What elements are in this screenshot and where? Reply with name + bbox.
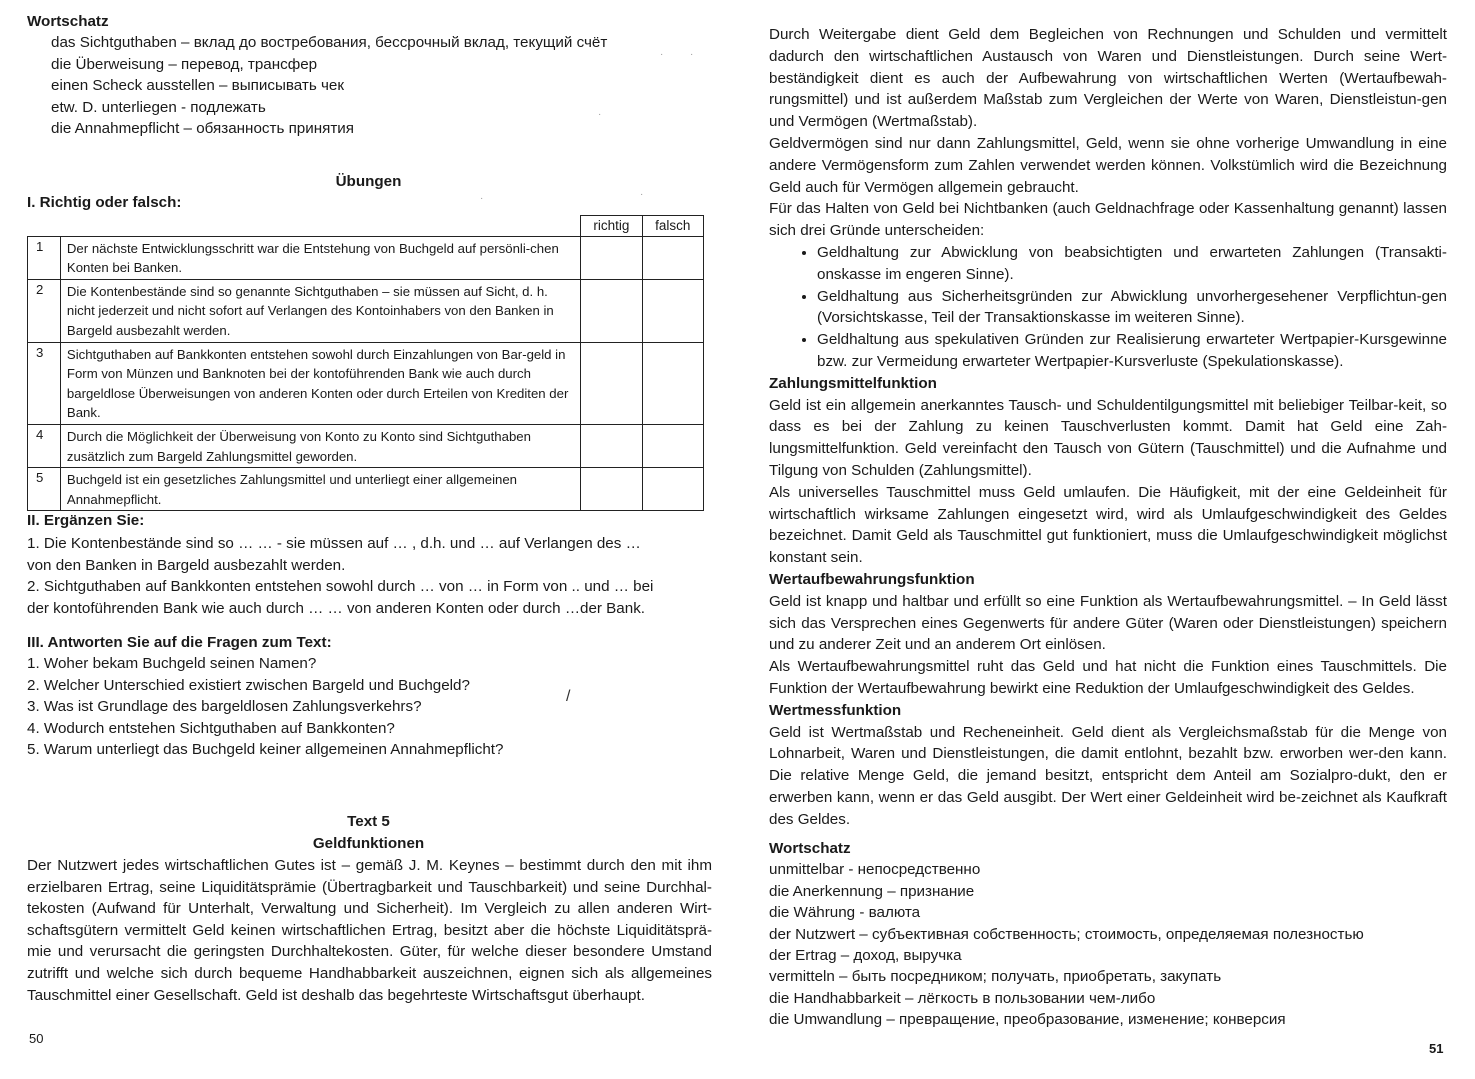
page-number: 51	[1429, 1041, 1444, 1056]
scan-speck: ·	[660, 49, 664, 60]
vocab-entry: die Überweisung – перевод, трансфер	[51, 55, 318, 73]
question-item: 5. Warum unterliegt das Buchgeld keiner allgemeinen Annahmepflicht?	[27, 741, 504, 759]
section-heading: Wertaufbewahrungsfunktion	[769, 570, 975, 588]
paragraph: Als Wertaufbewahrungsmittel ruht das Geld und hat nicht die Funktion eines Tauschmittels. Die Funktion der Wertaufbewahrung bewirkt eine Reduktion der Umlaufgeschwindigkeit des Geldes.	[769, 658, 1447, 697]
text-title: Text 5	[347, 813, 390, 830]
vocab-entry: die Handhabbarkeit – лёгкость в пользовании чем-либо	[769, 989, 1156, 1007]
table-header-row	[28, 216, 704, 237]
list-item: • Geldhaltung aus Sicherheitsgründen zur Abwicklung unvorhergesehener Verpflichtun-gen (Vorsichtskasse, Teil der Transaktionskasse im weiteren Sinne).	[817, 286, 1447, 330]
list-item: • Geldhaltung zur Abwicklung von beabsichtigten und erwarteten Zahlungen (Transakti-onskasse im engeren Sinne).	[817, 242, 1447, 286]
exercise-2-line: 2. Sichtguthaben auf Bankkonten entstehen sowohl durch … von … in Form von .. und … bei	[27, 578, 654, 596]
vocab-entry: einen Scheck ausstellen – выписывать чек	[51, 77, 344, 95]
vocab-entry: unmittelbar - непосредственно	[769, 861, 981, 879]
paragraph: Geld ist knapp und haltbar und erfüllt so eine Funktion als Wertaufbewahrungsmittel. – In Geld lässt sich das Versprechen eines Gegenwerts für andere Güter (Waren oder Dienstleistungen) speichern und zu anderer Zeit und an anderem Ort einlösen.	[769, 592, 1447, 654]
richtig-cell[interactable]	[581, 236, 642, 279]
table-row	[28, 342, 704, 424]
paragraph: Geld ist ein allgemein anerkanntes Tausch- und Schuldentilgungsmittel mit beliebiger Teilbar-keit, so dass es bei der Zahlung zu keinen Tauschverlusten kommt. Damit hat Geld eine Zah-lungsmittelfunktion. Geld vereinfacht den Tausch von Gütern (Tauschmittel) und die Aufnahme und Tilgung von Schulden (Zahlungsmittel).	[769, 396, 1447, 479]
exercise-3-title: III. Antworten Sie auf die Fragen zum Text:	[27, 634, 332, 651]
scan-speck: ·	[480, 193, 484, 204]
richtig-cell[interactable]	[581, 424, 642, 467]
table-row	[28, 236, 704, 279]
vocab-entry: der Ertrag – доход, выручка	[769, 947, 962, 965]
vocab-entry: vermitteln – быть посредником; получать, приобретать, закупать	[769, 968, 1222, 986]
row-number: 4	[28, 424, 61, 467]
vocab-entry: der Nutzwert – субъективная собственность; стоимость, определяемая полезностью	[769, 925, 1364, 943]
vocab-entry: die Umwandlung – превращение, преобразование, изменение; конверсия	[769, 1011, 1286, 1029]
paragraph: Für das Halten von Geld bei Nichtbanken (auch Geldnachfrage oder Kassenhaltung genannt) lassen sich drei Gründe unterscheiden:	[769, 200, 1447, 240]
vocab-section-right	[769, 838, 1447, 1031]
scan-speck: ·	[640, 189, 644, 200]
section-heading: Zahlungsmittelfunktion	[769, 374, 937, 392]
vocab-entry: die Annahmepflicht – обязанность принятия	[51, 120, 355, 138]
section-heading: Wertmessfunktion	[769, 701, 902, 719]
falsch-cell[interactable]	[642, 342, 703, 424]
row-number: 1	[28, 236, 61, 279]
paragraph: Geld ist Wertmaßstab und Recheneinheit. Geld dient als Vergleichsmaßstab für die Menge von Lohnarbeit, Waren und Dienstleistungen, die damit entlohnt, bezahlt bzw. erworben wer-den kann. Die relative Menge Geld, die jemand besitzt, entspricht dem Anteil am Sozialpro-dukt, den er erwerben kann, wenn er das Geld ausgibt. Der Wert einer Geldeinheit wird be-zeichnet als Kaufkraft des Geldes.	[769, 723, 1447, 828]
row-statement: Durch die Möglichkeit der Überweisung von Konto zu Konto sind Sichtguthaben zusätzlich zum Bargeld Zahlungsmittel geworden.	[60, 424, 580, 467]
vocab-entry: etw. D. unterliegen - подлежать	[51, 98, 266, 116]
exercise-2-line: von den Banken in Bargeld ausbezahlt werden.	[27, 556, 346, 574]
exercise-3	[27, 632, 707, 760]
column-header-richtig: richtig	[581, 216, 642, 237]
scan-speck: ·	[690, 49, 694, 60]
falsch-cell[interactable]	[642, 424, 703, 467]
richtig-cell[interactable]	[581, 468, 642, 511]
vocab-section-left	[27, 11, 707, 139]
row-statement: Sichtguthaben auf Bankkonten entstehen sowohl durch Einzahlungen von Bar-geld in Form von Münzen und Banknoten bei der kontoführenden Bank wie auch durch bargeldlose Überweisungen von anderen Konten oder durch Erteilen von Krediten der Bank.	[60, 342, 580, 424]
row-statement: Buchgeld ist ein gesetzliches Zahlungsmittel und unterliegt einer allgemeinen Annahmepflicht.	[60, 468, 580, 511]
falsch-cell[interactable]	[642, 468, 703, 511]
vocab-heading: Wortschatz	[769, 840, 851, 857]
scan-mark: /	[566, 688, 571, 705]
exercise-2-line: 1. Die Kontenbestände sind so … … - sie müssen auf … , d.h. und … auf Verlangen des …	[27, 535, 641, 553]
row-number: 3	[28, 342, 61, 424]
paragraph: Durch Weitergabe dient Geld dem Begleichen von Rechnungen und Schulden und vermittelt dadurch den wirtschaftlichen Austausch von Waren und Dienstleistungen. Durch seine Wert-beständigkeit dient es auch der Aufbewahrung von wirtschaftlichen Werten (Wertaufbewah-rungsmittel) und ist außerdem Maßstab zum Vergleichen der Werte von Waren, Dienstleistun-gen und Vermögen (Wertmaßstab).	[769, 26, 1447, 131]
table-row	[28, 279, 704, 342]
exercises-title: Übungen	[335, 173, 402, 190]
vocab-entry: die Anerkennung – признание	[769, 882, 975, 900]
richtig-cell[interactable]	[581, 342, 642, 424]
reasons-list	[769, 242, 1447, 373]
question-item: 4. Wodurch entstehen Sichtguthaben auf Bankkonten?	[27, 719, 395, 737]
row-number: 5	[28, 468, 61, 511]
vocab-list	[27, 32, 707, 139]
falsch-cell[interactable]	[642, 279, 703, 342]
table-header-blank	[28, 216, 581, 237]
scan-speck: ·	[598, 109, 602, 120]
row-statement: Die Kontenbestände sind so genannte Sichtguthaben – sie müssen auf Sicht, d. h. nicht jederzeit und nicht sofort auf Verlangen des Kontoinhabers von den Banken in Bargeld ausbezahlt werden.	[60, 279, 580, 342]
table-row	[28, 424, 704, 467]
question-item: 2. Welcher Unterschied existiert zwischen Bargeld und Buchgeld?	[27, 676, 470, 694]
list-item: • Geldhaltung aus spekulativen Gründen zur Realisierung erwarteter Wertpapier-Kursgewinne bzw. zur Vermeidung erwarteter Wertpapier-Kursverluste (Spekulationskasse).	[817, 329, 1447, 373]
exercise-2-title: II. Ergänzen Sie:	[27, 512, 145, 529]
text-body: Der Nutzwert jedes wirtschaftlichen Gutes ist – gemäß J. M. Keynes – bestimmt durch den mit ihm erzielbaren Ertrag, seine Liquiditätsprämie (Übertragbarkeit und Tauschbarkeit) und seine Durchhal-tekosten (Aufwand für Unterhalt, Verwaltung und Sicherheit). Im Vergleich zu allen anderen Wirt-schaftsgütern vermittelt Geld keinen wirtschaftlichen Ertrag, besitzt aber die höchste Liquiditätsprä-mie und verursacht die geringsten Durchhaltekosten. Güter, für welche dieser besondere Umstand zutrifft und welche sich durch bequeme Handhabbarkeit auszeichnen, eignen sich als allgemeines Tauschmittel einer Gesellschaft. Geld ist deshalb das begehrteste Wirtschaftsgut überhaupt.	[27, 857, 712, 1004]
text-subtitle: Geldfunktionen	[312, 835, 425, 852]
vocab-entry: das Sichtguthaben – вклад до востребования, бессрочный вклад, текущий счёт	[51, 34, 608, 52]
column-header-falsch: falsch	[642, 216, 703, 237]
vocab-heading: Wortschatz	[27, 13, 109, 30]
question-item: 1. Woher bekam Buchgeld seinen Namen?	[27, 655, 317, 673]
row-statement: Der nächste Entwicklungsschritt war die Entstehung von Buchgeld auf persönli-chen Konten bei Banken.	[60, 236, 580, 279]
exercise-1-title: I. Richtig oder falsch:	[27, 194, 182, 211]
page-number: 50	[29, 1031, 44, 1046]
row-number: 2	[28, 279, 61, 342]
question-item: 3. Was ist Grundlage des bargeldlosen Zahlungsverkehrs?	[27, 698, 422, 716]
right-page-body	[769, 24, 1447, 830]
paragraph: Geldvermögen sind nur dann Zahlungsmittel, Geld, wenn sie ohne vorherige Umwandlung in eine andere Vermögensform zum Zahlen verwendet werden können. Volkstümlich wird die Bezeichnung Geld auch für Vermögen allgemein gebraucht.	[769, 134, 1447, 196]
exercise-2	[27, 510, 707, 619]
exercise-2-line: der kontoführenden Bank wie auch durch … … von anderen Konten oder durch …der Bank.	[27, 599, 646, 617]
left-page	[0, 0, 737, 1079]
table-row	[28, 468, 704, 511]
falsch-cell[interactable]	[642, 236, 703, 279]
true-false-table	[27, 215, 704, 511]
right-page	[737, 0, 1475, 1079]
vocab-entry: die Währung - валюта	[769, 904, 921, 922]
paragraph: Als universelles Tauschmittel muss Geld umlaufen. Die Häufigkeit, mit der eine Geldeinheit für wirtschaftlich wirksame Zahlungen eingesetzt wird, wird als Umlaufgeschwindigkeit des Geldes bezeichnet. Damit Geld als Tauschmittel gut funktioniert, muss die Umlaufgeschwindigkeit möglichst konstant sein.	[769, 483, 1447, 567]
richtig-cell[interactable]	[581, 279, 642, 342]
